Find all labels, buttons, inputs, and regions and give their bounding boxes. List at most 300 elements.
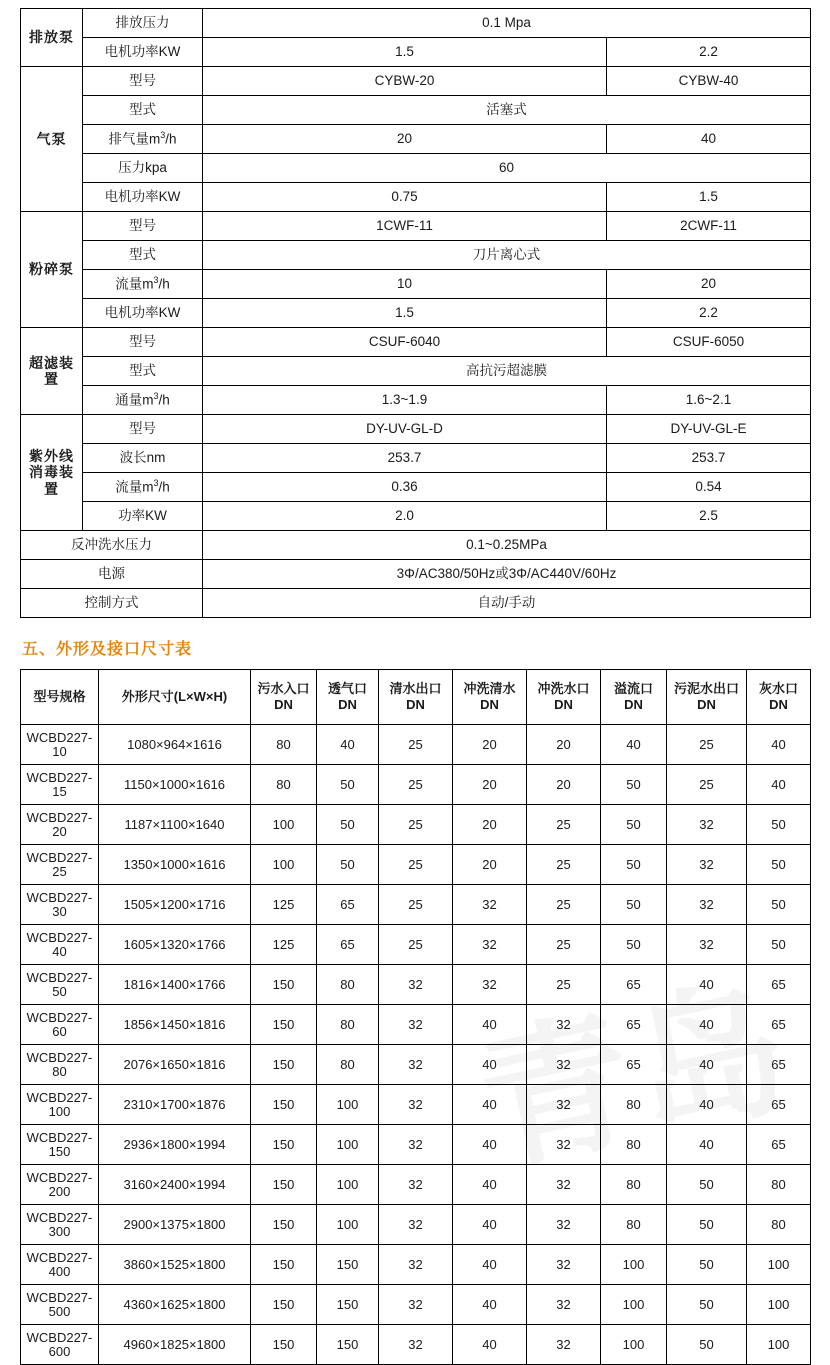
dimension-value-cell: 100 xyxy=(317,1205,379,1245)
dimension-value-cell: 25 xyxy=(527,845,601,885)
spec-group-label: 粉碎泵 xyxy=(21,212,83,328)
spec-value-cell: 2CWF-11 xyxy=(607,212,811,241)
dimension-value-cell: 25 xyxy=(527,805,601,845)
spec-value-cell: 高抗污超滤膜 xyxy=(203,357,811,386)
spec-table-row xyxy=(21,125,811,154)
model-prefix: WCBD227- xyxy=(26,929,93,945)
dimension-value-cell: 32 xyxy=(667,925,747,965)
spec-value-cell: CYBW-20 xyxy=(203,67,607,96)
dimension-value-cell: 65 xyxy=(747,1045,811,1085)
model-prefix: WCBD227- xyxy=(26,1169,93,1185)
model-suffix: 100 xyxy=(48,1103,71,1119)
dimension-column-header-line: DN xyxy=(406,697,425,712)
dimension-value-cell: 80 xyxy=(317,1005,379,1045)
dimension-table xyxy=(20,669,811,1365)
spec-value-cell: 40 xyxy=(607,125,811,154)
model-suffix: 60 xyxy=(52,1023,67,1039)
dimension-value-cell: 65 xyxy=(601,1005,667,1045)
model-prefix: WCBD227- xyxy=(26,1049,93,1065)
spec-table-row xyxy=(21,531,811,560)
dimension-value-cell: 40 xyxy=(453,1285,527,1325)
spec-table-row xyxy=(21,473,811,502)
dimension-table-body xyxy=(21,725,811,1365)
dimension-value-cell: 40 xyxy=(667,965,747,1005)
dimension-value-cell: 65 xyxy=(747,1125,811,1165)
dimension-value-cell: 100 xyxy=(601,1245,667,1285)
model-cell xyxy=(21,1285,99,1325)
model-suffix: 150 xyxy=(48,1143,71,1159)
dimension-column-header-line: 溢流口 xyxy=(613,680,653,696)
dimension-value-cell: 20 xyxy=(453,725,527,765)
dimension-value-cell: 100 xyxy=(317,1085,379,1125)
dimension-column-header-line: DN xyxy=(338,697,357,712)
dimension-value-cell: 40 xyxy=(667,1045,747,1085)
overall-size-cell: 1856×1450×1816 xyxy=(99,1005,251,1045)
spec-value-cell: 253.7 xyxy=(203,444,607,473)
dimension-column-header xyxy=(747,670,811,725)
spec-value-cell: 3Φ/AC380/50Hz或3Φ/AC440V/60Hz xyxy=(203,560,811,589)
dimension-value-cell: 32 xyxy=(527,1165,601,1205)
dimension-value-cell: 65 xyxy=(601,1045,667,1085)
model-cell xyxy=(21,885,99,925)
model-suffix: 15 xyxy=(52,783,67,799)
dimension-value-cell: 40 xyxy=(453,1125,527,1165)
model-cell xyxy=(21,1045,99,1085)
dimension-value-cell: 100 xyxy=(747,1245,811,1285)
overall-size-cell: 1187×1100×1640 xyxy=(99,805,251,845)
spec-value-cell: 0.75 xyxy=(203,183,607,212)
overall-size-cell: 1150×1000×1616 xyxy=(99,765,251,805)
dimension-value-cell: 125 xyxy=(251,885,317,925)
model-suffix: 300 xyxy=(48,1223,71,1239)
dimension-value-cell: 80 xyxy=(251,725,317,765)
overall-size-cell: 1350×1000×1616 xyxy=(99,845,251,885)
dimension-column-header-line: 污水入口 xyxy=(257,680,310,696)
dimension-value-cell: 150 xyxy=(251,965,317,1005)
dimension-value-cell: 50 xyxy=(747,885,811,925)
dimension-value-cell: 150 xyxy=(251,1085,317,1125)
dimension-value-cell: 20 xyxy=(453,845,527,885)
dimension-value-cell: 100 xyxy=(601,1325,667,1365)
dimension-value-cell: 150 xyxy=(251,1245,317,1285)
dimension-value-cell: 65 xyxy=(747,1085,811,1125)
dimension-column-header xyxy=(21,670,99,725)
spec-value-cell: 2.0 xyxy=(203,502,607,531)
spec-table-row xyxy=(21,212,811,241)
dimension-value-cell: 150 xyxy=(251,1005,317,1045)
model-cell xyxy=(21,1205,99,1245)
dimension-value-cell: 32 xyxy=(667,885,747,925)
table-row xyxy=(21,925,811,965)
dimension-value-cell: 100 xyxy=(251,805,317,845)
dimension-value-cell: 32 xyxy=(527,1045,601,1085)
dimension-value-cell: 100 xyxy=(747,1325,811,1365)
dimension-value-cell: 32 xyxy=(527,1085,601,1125)
dimension-value-cell: 32 xyxy=(527,1205,601,1245)
dimension-value-cell: 25 xyxy=(379,885,453,925)
dimension-value-cell: 80 xyxy=(601,1205,667,1245)
spec-param-label: 电机功率KW xyxy=(83,183,203,212)
spec-group-label: 气泵 xyxy=(21,67,83,212)
dimension-value-cell: 80 xyxy=(747,1165,811,1205)
spec-value-cell: 0.54 xyxy=(607,473,811,502)
dimension-column-header xyxy=(99,670,251,725)
dimension-value-cell: 32 xyxy=(527,1325,601,1365)
dimension-value-cell: 40 xyxy=(453,1005,527,1045)
dimension-value-cell: 50 xyxy=(667,1205,747,1245)
dimension-table-header-row xyxy=(21,670,811,725)
model-prefix: WCBD227- xyxy=(26,849,93,865)
spec-value-cell: 1.6~2.1 xyxy=(607,386,811,415)
dimension-value-cell: 40 xyxy=(601,725,667,765)
spec-table-row xyxy=(21,589,811,618)
dimension-value-cell: 32 xyxy=(667,805,747,845)
dimension-value-cell: 32 xyxy=(453,925,527,965)
spec-table-row xyxy=(21,502,811,531)
spec-table-row xyxy=(21,154,811,183)
table-row xyxy=(21,725,811,765)
spec-param-label: 波长nm xyxy=(83,444,203,473)
spec-param-label: 电机功率KW xyxy=(83,38,203,67)
dimension-value-cell: 25 xyxy=(379,765,453,805)
dimension-value-cell: 25 xyxy=(379,725,453,765)
dimension-value-cell: 40 xyxy=(453,1045,527,1085)
dimension-column-header xyxy=(667,670,747,725)
specification-table-body xyxy=(21,9,811,618)
dimension-column-header-line: DN xyxy=(274,697,293,712)
model-prefix: WCBD227- xyxy=(26,1289,93,1305)
table-row xyxy=(21,965,811,1005)
spec-value-cell: 1.5 xyxy=(607,183,811,212)
spec-param-label: 电机功率KW xyxy=(83,299,203,328)
model-cell xyxy=(21,1085,99,1125)
dimension-value-cell: 32 xyxy=(379,1085,453,1125)
model-suffix: 25 xyxy=(52,863,67,879)
model-suffix: 50 xyxy=(52,983,67,999)
table-row xyxy=(21,885,811,925)
table-row xyxy=(21,1165,811,1205)
spec-param-label: 流量$m^3/h$ xyxy=(83,473,203,502)
overall-size-cell: 2310×1700×1876 xyxy=(99,1085,251,1125)
model-prefix: WCBD227- xyxy=(26,889,93,905)
model-suffix: 500 xyxy=(48,1303,71,1319)
spec-value-cell: 60 xyxy=(203,154,811,183)
dimension-column-header-line: DN xyxy=(480,697,499,712)
table-row xyxy=(21,1245,811,1285)
model-suffix: 600 xyxy=(48,1343,71,1359)
spec-value-cell: 20 xyxy=(607,270,811,299)
model-suffix: 80 xyxy=(52,1063,67,1079)
dimension-value-cell: 65 xyxy=(747,1005,811,1045)
dimension-column-header-line: DN xyxy=(769,697,788,712)
dimension-value-cell: 150 xyxy=(251,1205,317,1245)
dimension-value-cell: 40 xyxy=(747,765,811,805)
table-row xyxy=(21,1125,811,1165)
dimension-value-cell: 100 xyxy=(317,1165,379,1205)
model-suffix: 200 xyxy=(48,1183,71,1199)
dimension-value-cell: 32 xyxy=(667,845,747,885)
model-prefix: WCBD227- xyxy=(26,1089,93,1105)
dimension-column-header-line: 透气口 xyxy=(327,680,367,696)
model-suffix: 20 xyxy=(52,823,67,839)
dimension-value-cell: 150 xyxy=(317,1245,379,1285)
spec-value-cell: 0.36 xyxy=(203,473,607,502)
spec-table-row xyxy=(21,560,811,589)
dimension-value-cell: 50 xyxy=(667,1285,747,1325)
overall-size-cell: 1080×964×1616 xyxy=(99,725,251,765)
spec-value-cell: CSUF-6040 xyxy=(203,328,607,357)
dimension-column-header-line: 外形尺寸(L×W×H) xyxy=(121,688,228,704)
dimension-value-cell: 50 xyxy=(317,805,379,845)
dimension-value-cell: 25 xyxy=(527,885,601,925)
dimension-value-cell: 25 xyxy=(379,805,453,845)
spec-value-cell: CYBW-40 xyxy=(607,67,811,96)
dimension-value-cell: 32 xyxy=(527,1245,601,1285)
table-row xyxy=(21,1005,811,1045)
spec-group-label: 排放泵 xyxy=(21,9,83,67)
table-row xyxy=(21,765,811,805)
model-prefix: WCBD227- xyxy=(26,1009,93,1025)
dimension-value-cell: 32 xyxy=(379,1045,453,1085)
dimension-value-cell: 125 xyxy=(251,925,317,965)
dimension-value-cell: 100 xyxy=(747,1285,811,1325)
dimension-value-cell: 150 xyxy=(251,1325,317,1365)
model-prefix: WCBD227- xyxy=(26,1129,93,1145)
model-cell xyxy=(21,845,99,885)
model-cell xyxy=(21,1005,99,1045)
spec-param-label: 型号 xyxy=(83,67,203,96)
dimension-column-header-line: 清水出口 xyxy=(389,680,442,696)
dimension-value-cell: 25 xyxy=(379,925,453,965)
spec-value-cell: 10 xyxy=(203,270,607,299)
spec-value-cell: 0.1~0.25MPa xyxy=(203,531,811,560)
dimension-value-cell: 20 xyxy=(453,765,527,805)
specification-table xyxy=(20,8,811,618)
dimension-value-cell: 20 xyxy=(453,805,527,845)
spec-table-row xyxy=(21,183,811,212)
spec-value-cell: 活塞式 xyxy=(203,96,811,125)
dimension-value-cell: 80 xyxy=(317,1045,379,1085)
spec-param-label: 型号 xyxy=(83,415,203,444)
dimension-column-header xyxy=(527,670,601,725)
model-cell xyxy=(21,1165,99,1205)
overall-size-cell: 1605×1320×1766 xyxy=(99,925,251,965)
model-prefix: WCBD227- xyxy=(26,769,93,785)
spec-value-cell: 2.5 xyxy=(607,502,811,531)
overall-size-cell: 1816×1400×1766 xyxy=(99,965,251,1005)
dimension-value-cell: 32 xyxy=(379,1245,453,1285)
table-row xyxy=(21,845,811,885)
table-row xyxy=(21,1285,811,1325)
spec-param-label: 型式 xyxy=(83,96,203,125)
table-row xyxy=(21,805,811,845)
section-heading: 五、外形及接口尺寸表 xyxy=(22,641,193,658)
dimension-column-header-line: 冲洗水口 xyxy=(537,680,590,696)
dimension-column-header-line: DN xyxy=(624,697,643,712)
model-suffix: 10 xyxy=(52,743,67,759)
dimension-column-header-line: 污泥水出口 xyxy=(673,680,739,696)
dimension-value-cell: 25 xyxy=(527,925,601,965)
model-cell xyxy=(21,725,99,765)
spec-table-row xyxy=(21,270,811,299)
spec-value-cell: 1.5 xyxy=(203,38,607,67)
dimension-value-cell: 80 xyxy=(601,1125,667,1165)
spec-value-cell: DY-UV-GL-D xyxy=(203,415,607,444)
dimension-column-header-line: DN xyxy=(697,697,716,712)
dimension-value-cell: 32 xyxy=(527,1125,601,1165)
model-prefix: WCBD227- xyxy=(26,1329,93,1345)
dimension-value-cell: 32 xyxy=(527,1285,601,1325)
model-prefix: WCBD227- xyxy=(26,1209,93,1225)
dimension-value-cell: 50 xyxy=(601,885,667,925)
overall-size-cell: 3160×2400×1994 xyxy=(99,1165,251,1205)
spec-value-cell: 1.3~1.9 xyxy=(203,386,607,415)
table-row xyxy=(21,1325,811,1365)
dimension-value-cell: 80 xyxy=(317,965,379,1005)
dimension-value-cell: 32 xyxy=(527,1005,601,1045)
dimension-value-cell: 25 xyxy=(527,965,601,1005)
overall-size-cell: 2936×1800×1994 xyxy=(99,1125,251,1165)
spec-param-label: 型式 xyxy=(83,357,203,386)
table-row xyxy=(21,1205,811,1245)
dimension-column-header xyxy=(601,670,667,725)
model-prefix: WCBD227- xyxy=(26,1249,93,1265)
spec-table-row xyxy=(21,9,811,38)
dimension-value-cell: 50 xyxy=(747,925,811,965)
table-row xyxy=(21,1045,811,1085)
dimension-column-header xyxy=(251,670,317,725)
table-row xyxy=(21,1085,811,1125)
dimension-value-cell: 65 xyxy=(747,965,811,1005)
dimension-value-cell: 100 xyxy=(317,1125,379,1165)
dimension-value-cell: 40 xyxy=(453,1085,527,1125)
spec-param-label: 反冲洗水压力 xyxy=(21,531,203,560)
dimension-column-header-line: 灰水口 xyxy=(758,680,798,696)
dimension-value-cell: 50 xyxy=(667,1165,747,1205)
spec-value-cell: 自动/手动 xyxy=(203,589,811,618)
model-cell xyxy=(21,1125,99,1165)
spec-param-label: 流量$m^3/h$ xyxy=(83,270,203,299)
dimension-value-cell: 80 xyxy=(601,1165,667,1205)
dimension-column-header-line: 型号规格 xyxy=(33,688,86,704)
dimension-value-cell: 40 xyxy=(453,1165,527,1205)
spec-value-cell: 20 xyxy=(203,125,607,154)
model-prefix: WCBD227- xyxy=(26,809,93,825)
dimension-value-cell: 150 xyxy=(251,1165,317,1205)
dimension-value-cell: 150 xyxy=(317,1325,379,1365)
spec-param-label: 通量$m^3/h$ xyxy=(83,386,203,415)
dimension-value-cell: 50 xyxy=(601,845,667,885)
spec-value-cell: 0.1 Mpa xyxy=(203,9,811,38)
dimension-value-cell: 20 xyxy=(527,765,601,805)
dimension-value-cell: 40 xyxy=(453,1205,527,1245)
dimension-value-cell: 80 xyxy=(251,765,317,805)
spec-value-cell: DY-UV-GL-E xyxy=(607,415,811,444)
dimension-value-cell: 32 xyxy=(453,965,527,1005)
spec-group-label: 紫外线消毒装置 xyxy=(21,415,83,531)
spec-table-row xyxy=(21,357,811,386)
dimension-value-cell: 25 xyxy=(379,845,453,885)
dimension-value-cell: 150 xyxy=(317,1285,379,1325)
model-cell xyxy=(21,1325,99,1365)
spec-param-label: 压力kpa xyxy=(83,154,203,183)
model-suffix: 400 xyxy=(48,1263,71,1279)
model-prefix: WCBD227- xyxy=(26,729,93,745)
model-prefix: WCBD227- xyxy=(26,969,93,985)
model-suffix: 40 xyxy=(52,943,67,959)
dimension-value-cell: 80 xyxy=(601,1085,667,1125)
model-cell xyxy=(21,1245,99,1285)
dimension-value-cell: 40 xyxy=(667,1085,747,1125)
dimension-value-cell: 32 xyxy=(379,1285,453,1325)
spec-value-cell: 253.7 xyxy=(607,444,811,473)
overall-size-cell: 4360×1625×1800 xyxy=(99,1285,251,1325)
dimension-value-cell: 40 xyxy=(317,725,379,765)
dimension-value-cell: 150 xyxy=(251,1285,317,1325)
dimension-value-cell: 100 xyxy=(251,845,317,885)
spec-param-label: 型号 xyxy=(83,328,203,357)
dimension-value-cell: 50 xyxy=(601,805,667,845)
dimension-value-cell: 32 xyxy=(453,885,527,925)
spec-table-row xyxy=(21,328,811,357)
overall-size-cell: 1505×1200×1716 xyxy=(99,885,251,925)
dimension-value-cell: 50 xyxy=(667,1325,747,1365)
dimension-value-cell: 80 xyxy=(747,1205,811,1245)
spec-value-cell: 1.5 xyxy=(203,299,607,328)
dimension-column-header-line: DN xyxy=(554,697,573,712)
overall-size-cell: 2900×1375×1800 xyxy=(99,1205,251,1245)
dimension-value-cell: 40 xyxy=(667,1125,747,1165)
dimension-value-cell: 32 xyxy=(379,965,453,1005)
dimension-value-cell: 50 xyxy=(317,845,379,885)
dimension-value-cell: 20 xyxy=(527,725,601,765)
spec-param-label: 控制方式 xyxy=(21,589,203,618)
dimension-value-cell: 65 xyxy=(601,965,667,1005)
spec-table-row xyxy=(21,241,811,270)
dimension-value-cell: 50 xyxy=(601,765,667,805)
spec-table-row xyxy=(21,415,811,444)
spec-value-cell: 2.2 xyxy=(607,38,811,67)
model-cell xyxy=(21,805,99,845)
model-cell xyxy=(21,925,99,965)
spec-param-label: 功率KW xyxy=(83,502,203,531)
spec-table-row xyxy=(21,299,811,328)
overall-size-cell: 4960×1825×1800 xyxy=(99,1325,251,1365)
model-cell xyxy=(21,765,99,805)
dimension-value-cell: 25 xyxy=(667,765,747,805)
spec-param-label: 排气量$m^3/h$ xyxy=(83,125,203,154)
spec-param-label: 型号 xyxy=(83,212,203,241)
spec-table-row xyxy=(21,38,811,67)
spec-table-row xyxy=(21,444,811,473)
spec-param-label: 电源 xyxy=(21,560,203,589)
spec-param-label: 排放压力 xyxy=(83,9,203,38)
model-suffix: 30 xyxy=(52,903,67,919)
dimension-value-cell: 50 xyxy=(601,925,667,965)
spec-param-label: 型式 xyxy=(83,241,203,270)
spec-table-row xyxy=(21,67,811,96)
spec-value-cell: 刀片离心式 xyxy=(203,241,811,270)
dimension-value-cell: 100 xyxy=(601,1285,667,1325)
spec-value-cell: CSUF-6050 xyxy=(607,328,811,357)
dimension-value-cell: 40 xyxy=(453,1325,527,1365)
dimension-value-cell: 50 xyxy=(747,845,811,885)
spec-value-cell: 2.2 xyxy=(607,299,811,328)
overall-size-cell: 3860×1525×1800 xyxy=(99,1245,251,1285)
dimension-value-cell: 65 xyxy=(317,885,379,925)
spec-table-row xyxy=(21,386,811,415)
dimension-column-header xyxy=(453,670,527,725)
